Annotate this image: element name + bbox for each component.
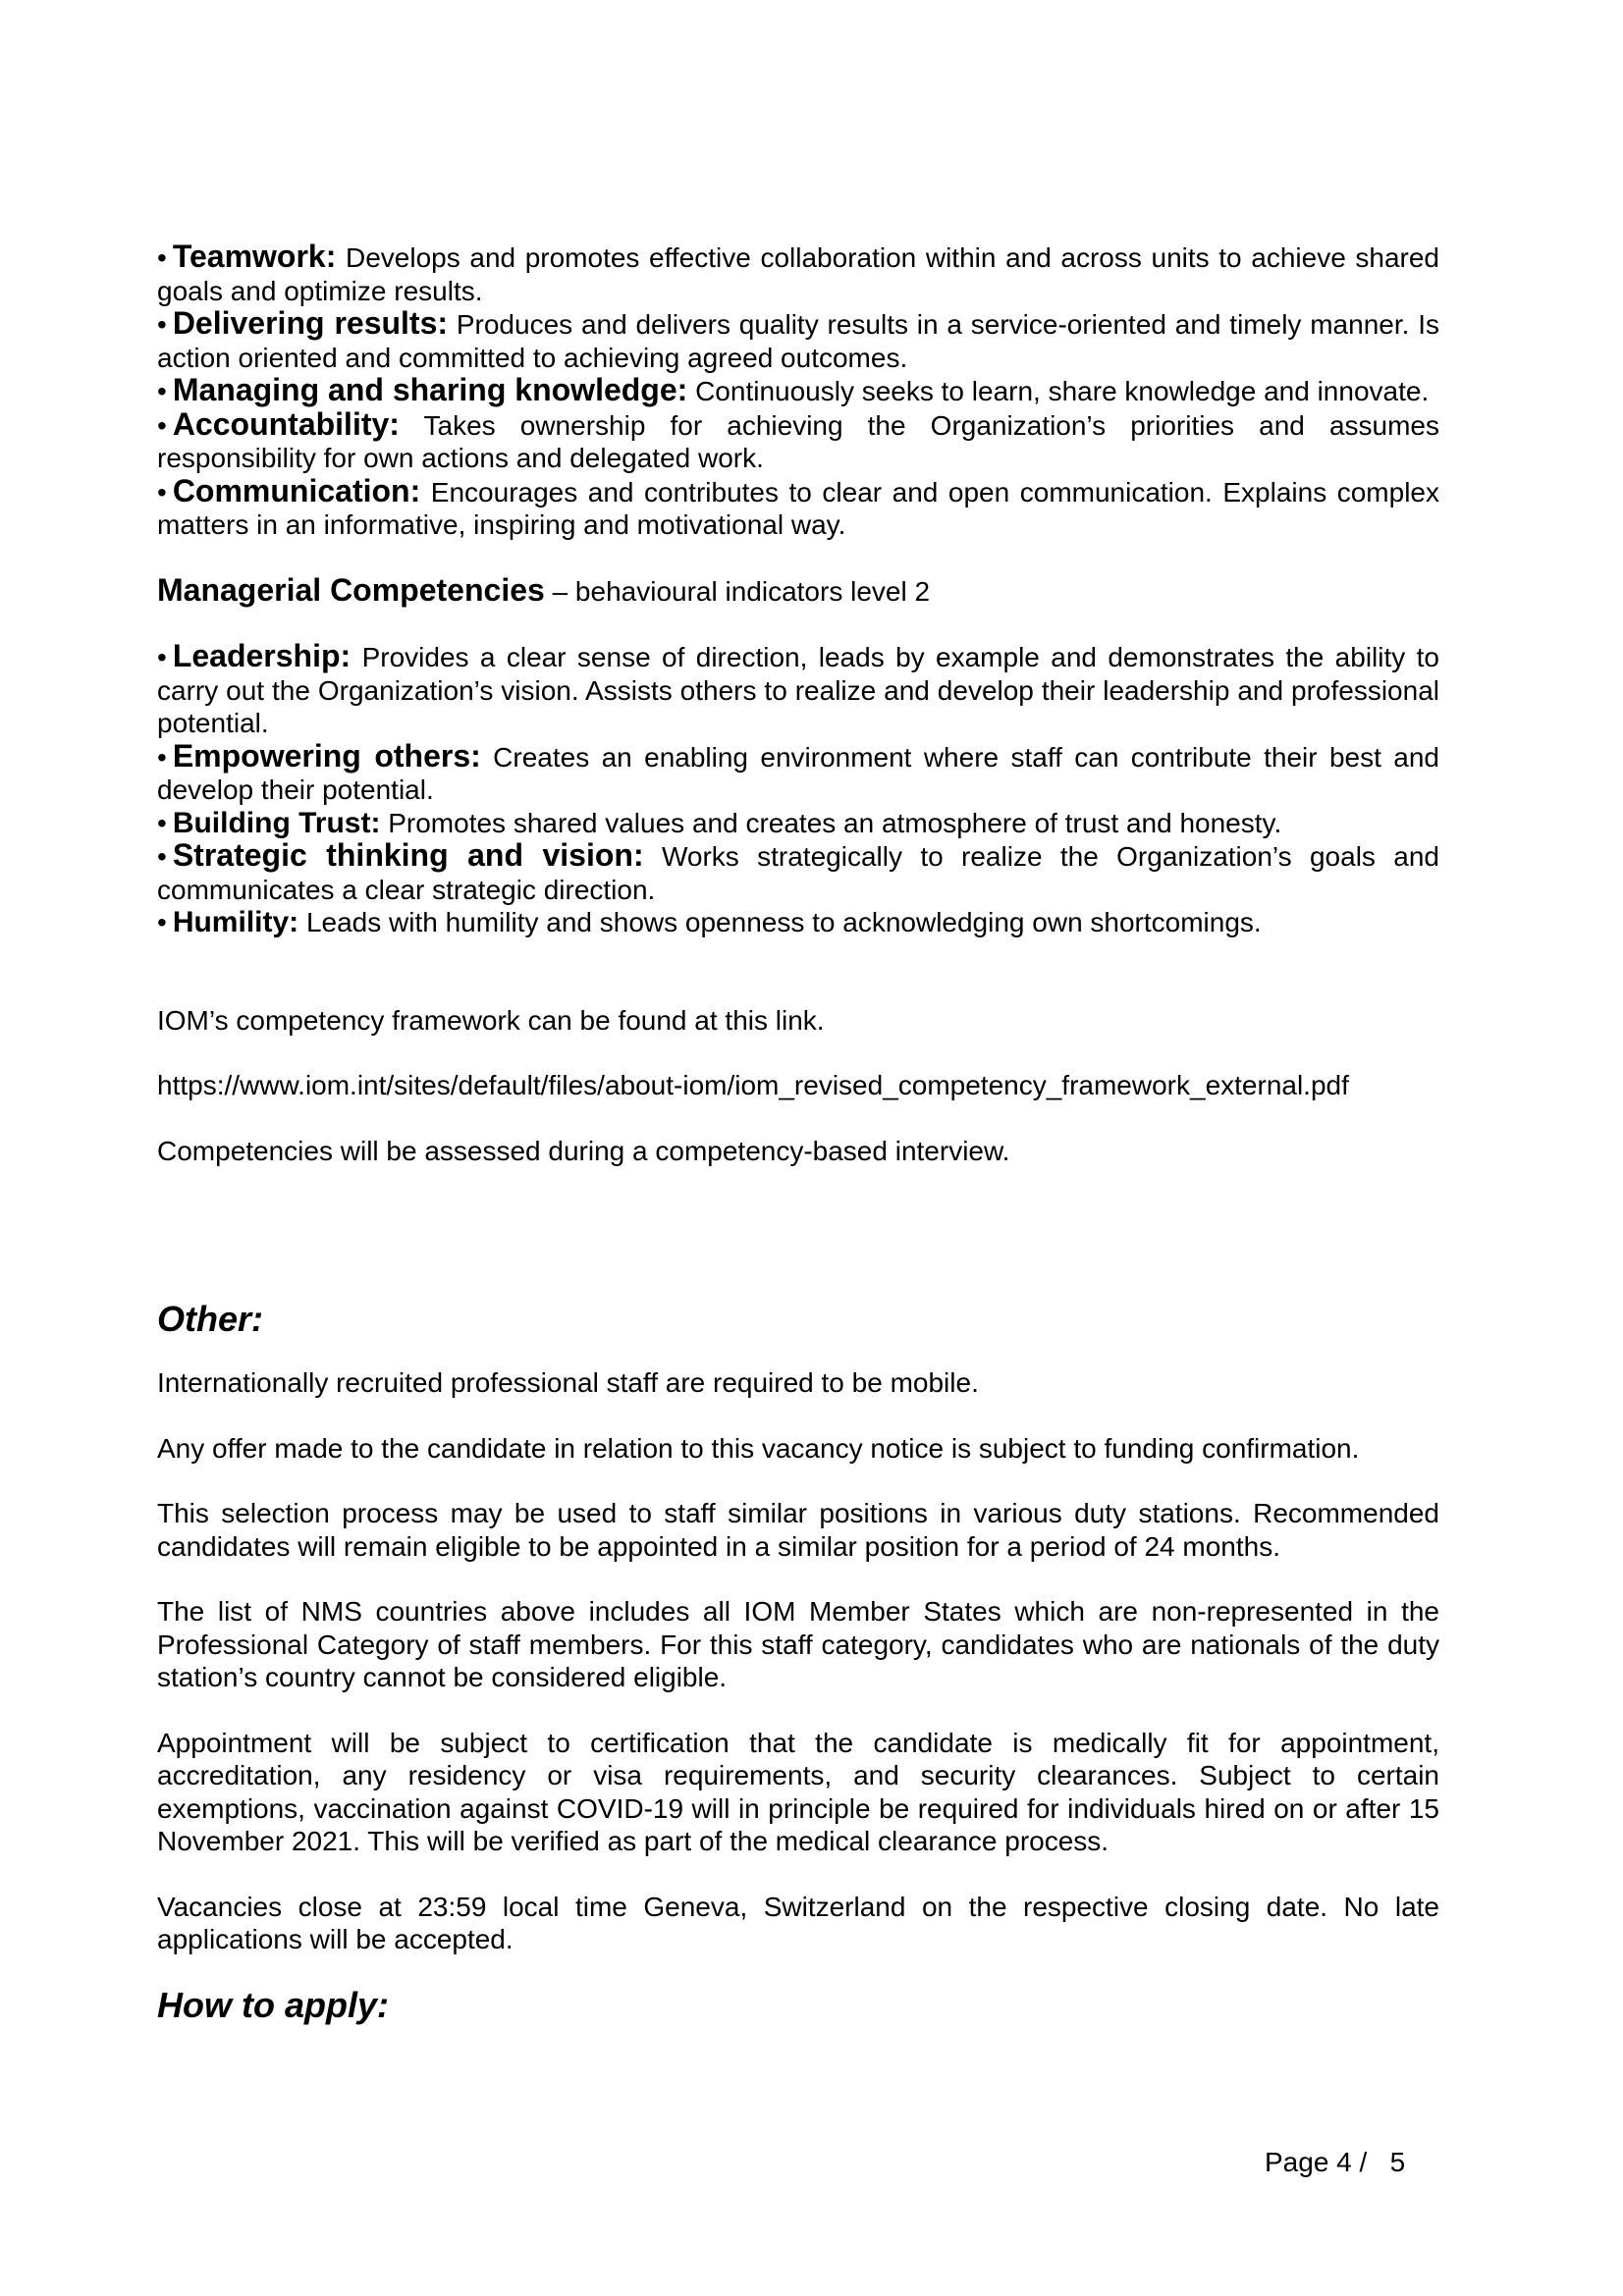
other-paragraph-mobility: Internationally recruited professional staff are required to be mobile. (157, 1367, 979, 1398)
document-body (157, 240, 1439, 2025)
competency-text: Works strategically to realize the Organization’s goals and communicates a clear strategic direction. (157, 841, 1439, 905)
competency-name: Building Trust: (172, 806, 381, 839)
other-paragraph-appointment: Appointment will be subject to certification that the candidate is medically fit for appointment, accreditation, any residency or visa requirements, and security clearances. Subject to certain exemptions, vaccination against COVID-19 will in principle be required for individuals hired on or after 15 November 2021. This will be verified as part of the medical clearance process. (157, 1727, 1439, 1856)
competency-text: Promotes shared values and creates an atmosphere of trust and honesty. (388, 807, 1282, 838)
other-paragraph-closing: Vacancies close at 23:59 local time Geneva, Switzerland on the respective closing date. No late applications will be accepted. (157, 1891, 1439, 1954)
competency-text: Takes ownership for achieving the Organization’s priorities and assumes responsibility for own actions and delegated work. (157, 409, 1439, 473)
competency-empowering-others (157, 737, 1440, 807)
competency-name: Managing and sharing knowledge: (172, 372, 688, 407)
competency-name: Leadership: (172, 638, 352, 673)
bullet: • (157, 841, 167, 872)
competency-humility (157, 906, 1439, 939)
bullet: • (157, 807, 167, 838)
bullet: • (157, 309, 167, 340)
competency-name: Humility: (172, 906, 299, 938)
competency-leadership (157, 640, 1439, 740)
bullet: • (157, 476, 167, 507)
other-paragraph-funding: Any offer made to the candidate in relation to this vacancy notice is subject to funding confirmation. (157, 1432, 1360, 1464)
competency-name: Accountability: (172, 405, 400, 442)
competency-text: Leads with humility and shows openness to acknowledging own shortcomings. (305, 907, 1262, 937)
competency-delivering-results (157, 307, 1439, 374)
competency-text: Provides a clear sense of direction, leads by example and demonstrates the ability to carry out the Organization’s vision. Assists others to realize and develop their leadership and professional potential. (157, 642, 1440, 738)
competency-text: Creates an enabling environment where staff can contribute their best and develop their potential. (157, 741, 1440, 805)
competency-accountability (157, 405, 1439, 475)
competency-name: Empowering others: (172, 737, 481, 774)
managerial-heading-subtitle: – behavioural indicators level 2 (544, 575, 931, 607)
competency-text: Encourages and contributes to clear and open communication. Explains complex matters in an informative, inspiring and motivational way. (157, 476, 1439, 540)
bullet: • (157, 642, 167, 672)
bullet: • (157, 741, 167, 773)
competency-text: Continuously seeks to learn, share knowledge and innovate. (695, 376, 1430, 406)
competency-communication (157, 472, 1439, 542)
competency-text: Develops and promotes effective collaboration within and across units to achieve shared goals and optimize results. (157, 242, 1440, 306)
bullet: • (157, 376, 167, 406)
other-heading: Other: (157, 1299, 263, 1339)
competency-name: Strategic thinking and vision: (172, 837, 644, 873)
core-competencies-list (157, 240, 1439, 542)
managerial-competencies-list (157, 640, 1439, 939)
bullet: • (157, 242, 167, 273)
assessment-note: Competencies will be assessed during a competency-based interview. (157, 1135, 1010, 1166)
competency-building-trust (157, 807, 1439, 840)
framework-link[interactable]: https://www.iom.int/sites/default/files/about-iom/iom_revised_competency_framework_external.pdf (157, 1070, 1349, 1100)
competency-name: Teamwork: (172, 239, 337, 274)
framework-intro: IOM’s competency framework can be found at this link. (157, 1004, 825, 1036)
competency-teamwork (157, 240, 1439, 307)
managerial-heading (157, 571, 1439, 609)
bullet: • (157, 907, 167, 937)
other-paragraph-nms: The list of NMS countries above includes all IOM Member States which are non-represented in the Professional Category of staff members. For this staff category, candidates who are nationals of the duty station’s country cannot be considered eligible. (157, 1596, 1439, 1692)
competency-name: Communication: (172, 472, 421, 508)
competency-managing-knowledge (157, 374, 1439, 408)
competency-name: Delivering results: (172, 305, 449, 341)
competency-text: Produces and delivers quality results in a service-oriented and timely manner. Is action oriented and committed to achieving agreed outcomes. (157, 309, 1439, 373)
competency-strategic-thinking (157, 839, 1439, 906)
how-to-apply-heading: How to apply: (157, 1984, 389, 2025)
bullet: • (157, 409, 167, 441)
page-number: Page 4 / 5 (1265, 2147, 1406, 2177)
other-paragraph-selection: This selection process may be used to staff similar positions in various duty stations. Recommended candidates will remain eligible to be appointed in a similar position for a period of 24 months. (157, 1498, 1439, 1562)
managerial-heading-title: Managerial Competencies (157, 571, 545, 608)
